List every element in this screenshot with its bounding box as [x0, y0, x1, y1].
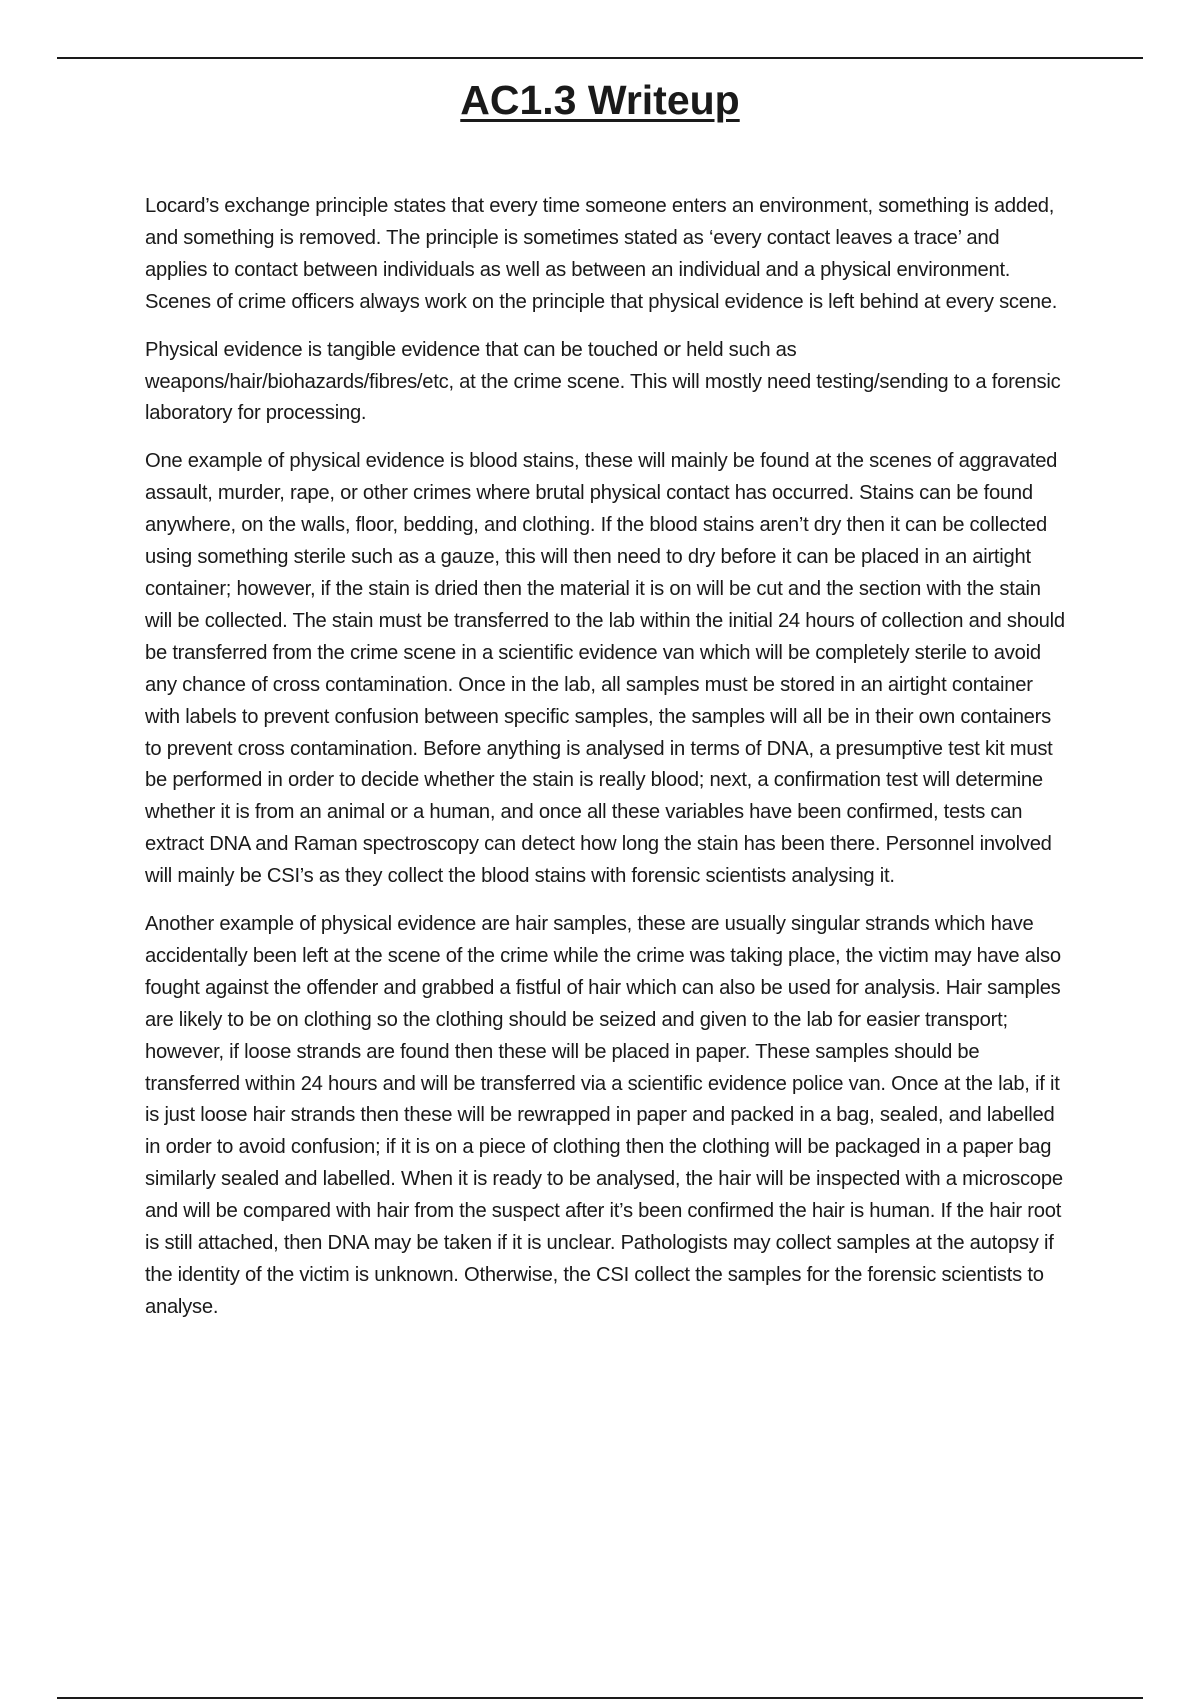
document-body [145, 191, 1065, 1340]
paragraph-blood-stains: One example of physical evidence is blood stains, these will mainly be found at the scenes of aggravated assault, murder, rape, or other crimes where brutal physical contact has occurred. Stains can be found anywhere, on the walls, floor, bedding, and clothing. If the blood stains aren’t dry then it can be collected using something sterile such as a gauze, this will then need to dry before it can be placed in an airtight container; however, if the stain is dried then the material it is on will be cut and the section with the stain will be collected. The stain must be transferred to the lab within the initial 24 hours of collection and should be transferred from the crime scene in a scientific evidence van which will be completely sterile to avoid any chance of cross contamination. Once in the lab, all samples must be stored in an airtight container with labels to prevent confusion between specific samples, the samples will all be in their own containers to prevent cross contamination. Before anything is analysed in terms of DNA, a presumptive test kit must be performed in order to decide whether the stain is really blood; next, a confirmation test will determine whether it is from an animal or a human, and once all these variables have been confirmed, tests can extract DNA and Raman spectroscopy can detect how long the stain has been there. Personnel involved will mainly be CSI’s as they collect the blood stains with forensic scientists analysing it. [145, 450, 1065, 888]
footer-rule [57, 1697, 1143, 1699]
paragraph-hair-samples: Another example of physical evidence are hair samples, these are usually singular strands which have accidentally been left at the scene of the crime while the crime was taking place, the victim may have also fought against the offender and grabbed a fistful of hair which can also be used for analysis. Hair samples are likely to be on clothing so the clothing should be seized and given to the lab for easier transport; however, if loose strands are found then these will be placed in paper. These samples should be transferred within 24 hours and will be transferred via a scientific evidence police van. Once at the lab, if it is just loose hair strands then these will be rewrapped in paper and packed in a bag, sealed, and labelled in order to avoid confusion; if it is on a piece of clothing then the clothing will be packaged in a paper bag similarly sealed and labelled. When it is ready to be analysed, the hair will be inspected with a microscope and will be compared with hair from the suspect after it’s been confirmed the hair is human. If the hair root is still attached, then DNA may be taken if it is unclear. Pathologists may collect samples at the autopsy if the identity of the victim is unknown. Otherwise, the CSI collect the samples for the forensic scientists to analyse. [145, 913, 1063, 1318]
document-title: AC1.3 Writeup [460, 77, 740, 123]
paragraph-physical-evidence-definition: Physical evidence is tangible evidence that can be touched or held such as weapons/hair/biohazards/fibres/etc, at the crime scene. This will mostly need testing/sending to a forensic laboratory for processing. [145, 338, 1061, 425]
paragraph-locard-principle: Locard’s exchange principle states that every time someone enters an environment, something is added, and something is removed. The principle is sometimes stated as ‘every contact leaves a trace’ and applies to contact between individuals as well as between an individual and a physical environment. Scenes of crime officers always work on the principle that physical evidence is left behind at every scene. [145, 195, 1058, 313]
header-rule [57, 57, 1143, 59]
